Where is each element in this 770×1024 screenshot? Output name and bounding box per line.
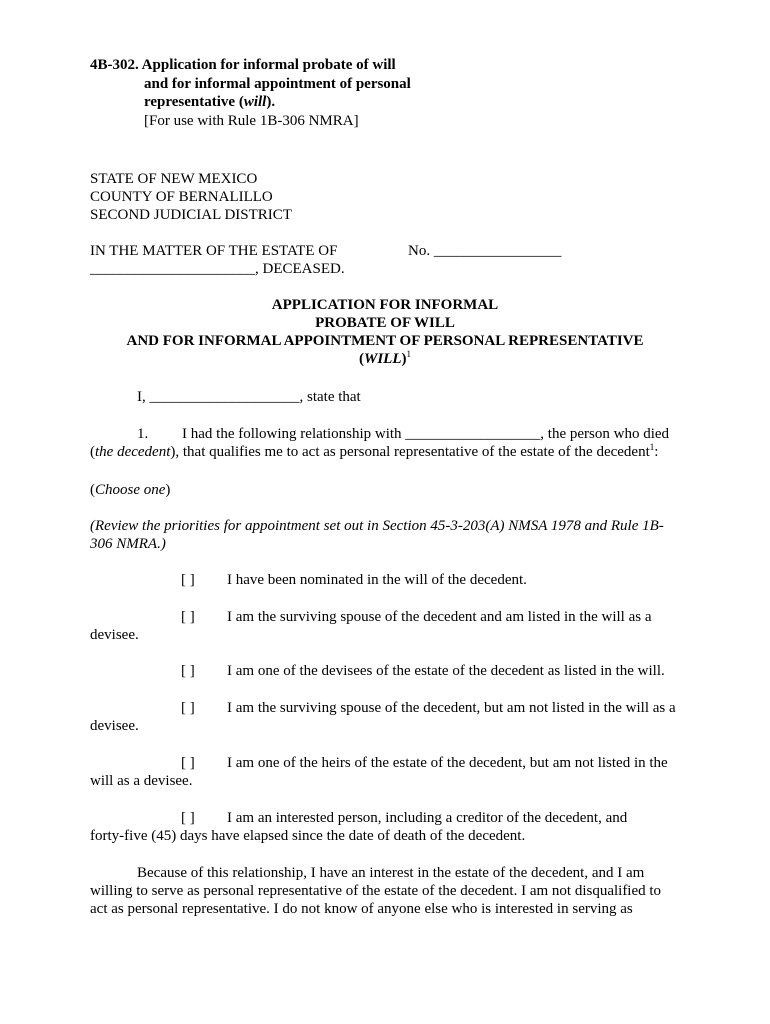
option-checkbox[interactable]: [ ] [181, 572, 195, 588]
state-name: STATE OF NEW MEXICO [90, 171, 258, 187]
option-checkbox[interactable]: [ ] [181, 755, 195, 771]
form-number-heading: 4B-302. Application for informal probate of will [90, 57, 396, 73]
closing-paragraph-line2: willing to serve as personal representative of the estate of the decedent. I am not disqualified to [90, 883, 662, 899]
closing-paragraph-line3: act as personal representative. I do not know of anyone else who is interested in serving as [90, 901, 633, 917]
option-checkbox[interactable]: [ ] [181, 609, 195, 625]
footnote-marker: 1 [406, 349, 411, 359]
option-nominated-text: I have been nominated in the will of the decedent. [227, 572, 527, 588]
form-heading-line3: representative (will). [144, 94, 276, 110]
closing-paragraph-line1: Because of this relationship, I have an interest in the estate of the decedent, and I am [137, 865, 645, 881]
option-heir-text: I am one of the heirs of the estate of the decedent, but am not listed in the [227, 755, 668, 771]
option-spouse-not-listed-wrap: devisee. [90, 718, 139, 734]
footnote-marker-2: 1 [649, 442, 655, 452]
document-title-line4: (WILL)$^1$ [359, 349, 411, 367]
paragraph-number: 1. [137, 426, 149, 442]
review-instruction-line2: 306 NMRA.) [90, 536, 166, 552]
relationship-line2: (the decedent), that qualifies me to act as personal representative of the estate of the decedent$^1$: [90, 442, 659, 460]
option-spouse-listed-wrap: devisee. [90, 627, 139, 643]
county-name: COUNTY OF BERNALILLO [90, 189, 273, 205]
option-checkbox[interactable]: [ ] [181, 663, 195, 679]
option-spouse-listed-text: I am the surviving spouse of the decedent and am listed in the will as a [227, 609, 652, 625]
review-instruction-line1: (Review the priorities for appointment set out in Section 45-3-203(A) NMSA 1978 and Rule 1B- [90, 518, 664, 534]
option-devisee-text: I am one of the devisees of the estate of the decedent as listed in the will. [227, 663, 665, 679]
case-number-field[interactable]: No. _________________ [408, 243, 562, 259]
choose-one-instruction: (Choose one) [90, 482, 171, 498]
relationship-line[interactable]: I had the following relationship with __________________, the person who died [182, 426, 670, 442]
applicant-name-line[interactable]: I, ____________________, state that [137, 389, 361, 405]
option-spouse-not-listed-text: I am the surviving spouse of the decedent, but am not listed in the will as a [227, 700, 676, 716]
document-title-line3: AND FOR INFORMAL APPOINTMENT OF PERSONAL REPRESENTATIVE [126, 333, 644, 349]
option-checkbox[interactable]: [ ] [181, 810, 195, 826]
estate-caption: IN THE MATTER OF THE ESTATE OF [90, 243, 338, 259]
form-heading-line2: and for informal appointment of personal [144, 76, 411, 92]
district-name: SECOND JUDICIAL DISTRICT [90, 207, 292, 223]
document-title-line1: APPLICATION FOR INFORMAL [271, 297, 499, 313]
form-heading-rule-note: [For use with Rule 1B-306 NMRA] [144, 113, 359, 129]
deceased-name-field[interactable]: ______________________, DECEASED. [90, 261, 345, 277]
option-interested-person-wrap: forty-five (45) days have elapsed since the date of death of the decedent. [90, 828, 526, 844]
option-checkbox[interactable]: [ ] [181, 700, 195, 716]
option-interested-person-text: I am an interested person, including a creditor of the decedent, and [227, 810, 628, 826]
option-heir-wrap: will as a devisee. [90, 773, 193, 789]
document-title-line2: PROBATE OF WILL [315, 315, 455, 331]
